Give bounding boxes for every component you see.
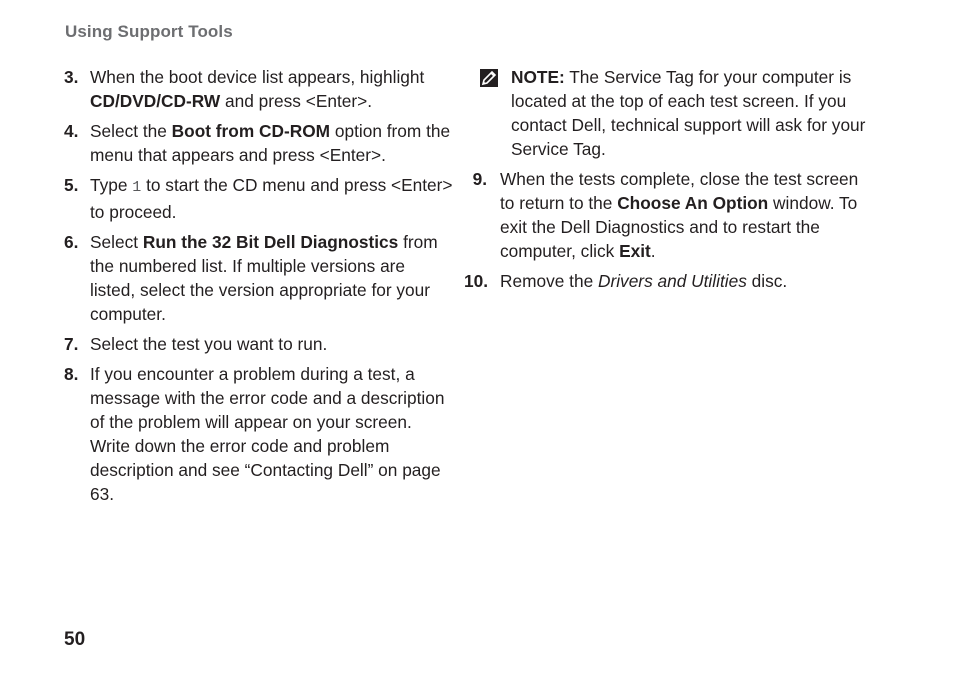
step-code: 1 bbox=[132, 179, 142, 196]
step-text: Remove the bbox=[500, 271, 598, 291]
step-keyword: CD/DVD/CD-RW bbox=[90, 91, 221, 111]
step-number: 7. bbox=[64, 334, 79, 354]
step-number: 8. bbox=[64, 364, 79, 384]
left-column bbox=[64, 65, 454, 512]
step-keyword: Choose An Option bbox=[617, 193, 769, 213]
note-text: The Service Tag for your computer is located at the top of each test screen. If you contact Dell, technical support will ask for your Service Tag. bbox=[511, 67, 866, 159]
step-text: . bbox=[650, 241, 656, 261]
step-text: from the numbered list. If multiple versions are listed, select the version appropriate for your computer. bbox=[90, 232, 438, 324]
step-italic-text: Drivers and Utilities bbox=[597, 271, 747, 291]
step-number: 5. bbox=[64, 175, 79, 195]
step-text: window. To exit the Dell Diagnostics and to restart the computer, click bbox=[500, 193, 858, 261]
step-number: 9. bbox=[472, 169, 487, 189]
step-number: 6. bbox=[64, 232, 79, 252]
step-3 bbox=[64, 65, 454, 113]
step-text: disc. bbox=[746, 271, 788, 291]
step-text: When the tests complete, close the test screen to return to the bbox=[500, 169, 859, 213]
step-4 bbox=[64, 119, 454, 167]
step-text: Type bbox=[90, 175, 133, 195]
section-header: Using Support Tools bbox=[65, 22, 233, 41]
step-8 bbox=[64, 362, 454, 506]
step-9 bbox=[472, 167, 872, 263]
step-number: 4. bbox=[64, 121, 79, 141]
step-10 bbox=[464, 269, 872, 293]
step-text: Select the test you want to run. bbox=[90, 334, 328, 354]
step-keyword: Exit bbox=[619, 241, 651, 261]
step-text: to start the CD menu and press <Enter> to proceed. bbox=[90, 175, 453, 222]
step-text: Select the bbox=[90, 121, 172, 141]
step-6 bbox=[64, 230, 454, 326]
right-column bbox=[464, 65, 872, 299]
step-text: Select bbox=[90, 232, 143, 252]
step-text: If you encounter a problem during a test, a message with the error code and a description of the problem will appear on your screen. Write down the error code and problem description and see “Contacting Dell” on page 63. bbox=[90, 364, 445, 504]
step-keyword: Boot from CD-ROM bbox=[171, 121, 331, 141]
note-block bbox=[472, 65, 872, 161]
step-7 bbox=[64, 332, 454, 356]
step-keyword: Run the 32 Bit Dell Diagnostics bbox=[142, 232, 399, 252]
step-5 bbox=[64, 173, 454, 224]
step-text: option from the menu that appears and press <Enter>. bbox=[90, 121, 451, 165]
step-text: and press <Enter>. bbox=[220, 91, 373, 111]
note-label: NOTE: bbox=[511, 67, 565, 87]
step-number: 3. bbox=[64, 67, 79, 87]
note-pencil-icon bbox=[480, 69, 498, 87]
step-text: When the boot device list appears, highlight bbox=[90, 67, 425, 87]
step-number: 10. bbox=[464, 271, 489, 291]
page-number: 50 bbox=[64, 629, 86, 650]
